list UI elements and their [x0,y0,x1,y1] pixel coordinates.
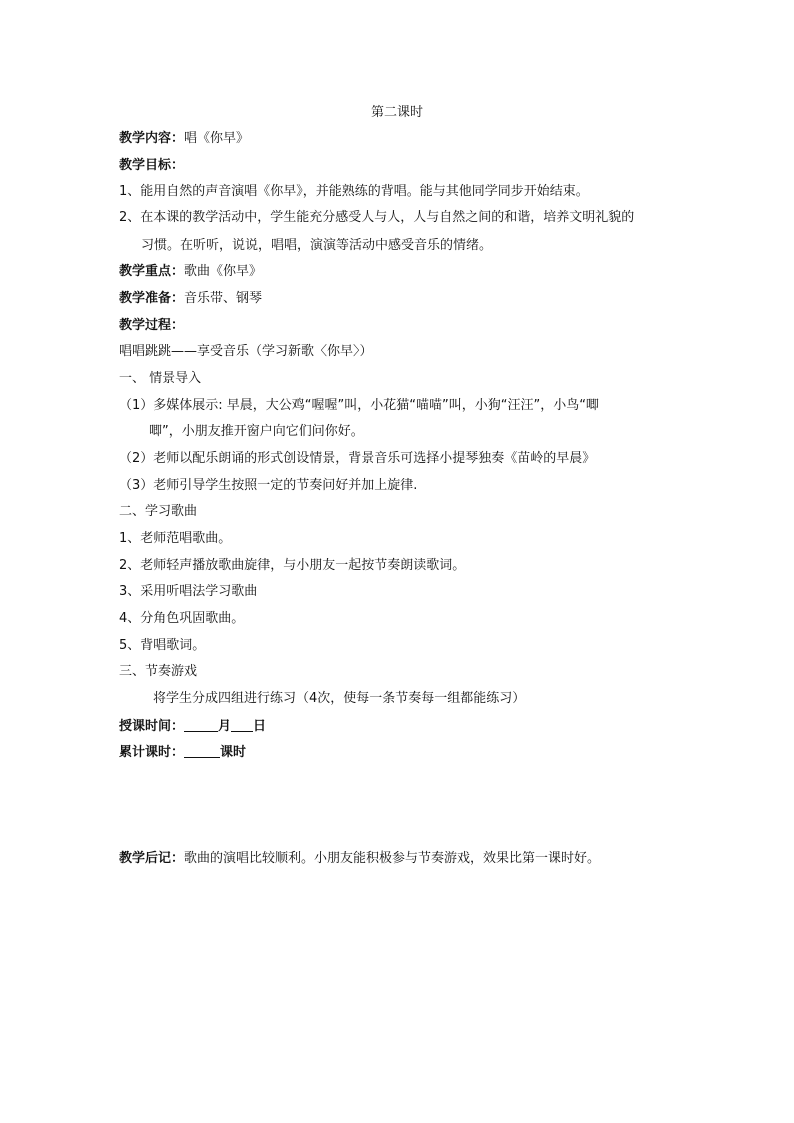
month-label: 月 [218,719,232,734]
content-row [119,130,249,148]
total-hours-label: 累计课时： [119,745,185,760]
section-heading: 二、学习歌曲 [119,504,198,519]
hours-blank [184,743,220,758]
page-title: 第二课时 [370,105,423,120]
section1-item: （2）老师以配乐朗诵的形式创设情景，背景音乐可选择小提琴独奏《苗岭的早晨》 [119,451,596,466]
total-hours-row [119,743,246,762]
goal-item-continued: 习惯。在听听，说说，唱唱，演演等活动中感受音乐的情绪。 [141,238,493,253]
goal-item: 2、在本课的教学活动中，学生能充分感受人与人，人与自然之间的和谐，培养文明礼貌的 [119,210,635,225]
goals-label: 教学目标： [119,158,185,173]
section2-item: 3、采用听唱法学习歌曲 [119,584,258,599]
section1-item: （3）老师引导学生按照一定的节奏问好并加上旋律. [119,478,418,493]
reflection-row [119,850,600,868]
section1-item-continued: 唧”，小朋友推开窗户向它们问你好。 [149,424,364,439]
class-time-label: 授课时间： [119,719,185,734]
preparation-label: 教学准备： [119,291,185,306]
class-time-row [119,717,266,736]
goal-item: 1、能用自然的声音演唱《你早》，并能熟练的背唱。能与其他同学同步开始结束。 [119,184,589,199]
section2-item: 5、背唱歌词。 [119,638,206,653]
content-label: 教学内容： [119,131,185,146]
preparation-row [119,290,262,308]
key-point-row [119,263,262,281]
section3-text: 将学生分成四组进行练习（4次，使每一条节奏每一组都能练习） [153,691,526,706]
day-blank [231,717,253,732]
content-value: 唱《你早》 [184,131,250,146]
section-heading: 一、 情景导入 [119,371,202,386]
process-intro: 唱唱跳跳——享受音乐（学习新歌〈你早〉） [119,344,373,359]
section2-item: 1、老师范唱歌曲。 [119,531,232,546]
key-point-value: 歌曲《你早》 [184,264,263,279]
section1-item: （1）多媒体展示: 早晨，大公鸡“喔喔”叫，小花猫“喵喵”叫，小狗“汪汪”，小鸟“唧 [119,398,599,413]
process-label: 教学过程： [119,318,185,333]
section-heading: 三、节奏游戏 [119,664,198,679]
day-label: 日 [253,719,267,734]
preparation-value: 音乐带、钢琴 [184,291,263,306]
section2-item: 2、老师轻声播放歌曲旋律，与小朋友一起按节奏朗读歌词。 [119,558,466,573]
hours-unit: 课时 [220,745,247,760]
reflection-label: 教学后记： [119,851,185,866]
key-point-label: 教学重点： [119,264,185,279]
section2-item: 4、分角色巩固歌曲。 [119,611,245,626]
reflection-value: 歌曲的演唱比较顺利。小朋友能积极参与节奏游戏，效果比第一课时好。 [184,851,601,866]
month-blank [184,717,218,732]
